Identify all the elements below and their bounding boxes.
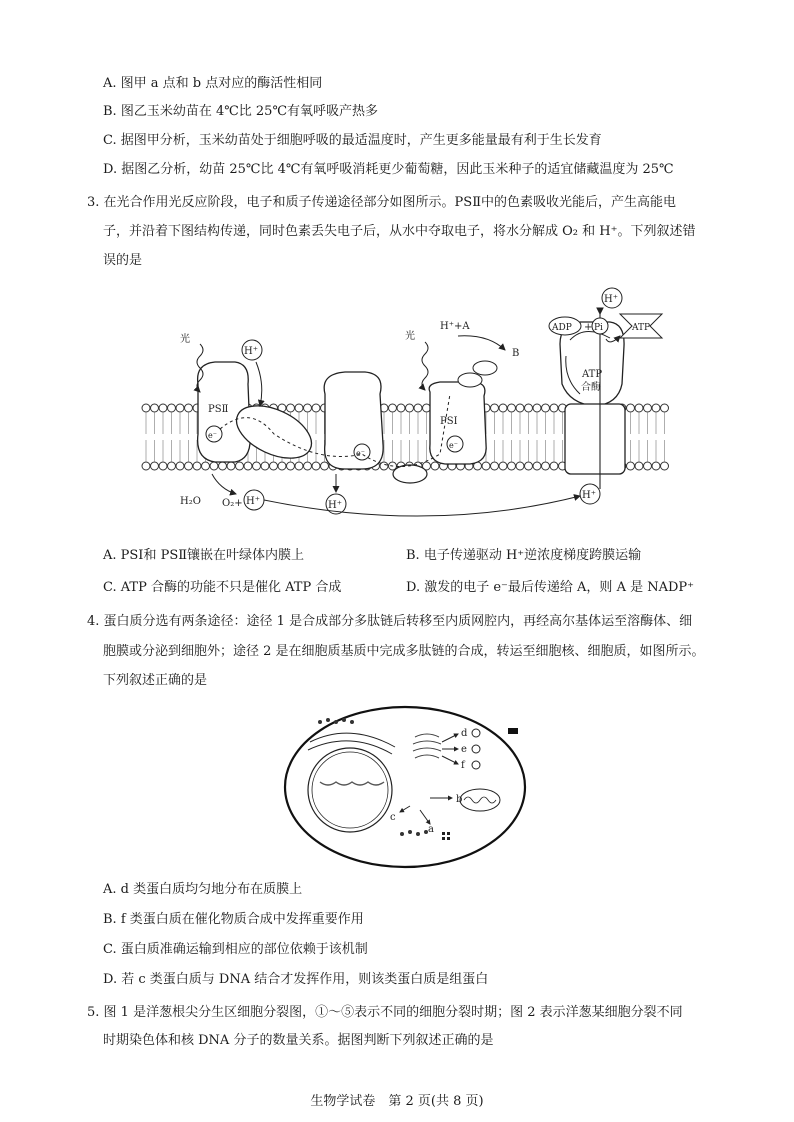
cytochrome-complex bbox=[324, 372, 383, 469]
atp-label: ATP bbox=[632, 323, 651, 333]
ferredoxin-carrier-2 bbox=[473, 361, 497, 375]
label-f: f bbox=[461, 760, 465, 771]
h-plus-a-label: H⁺+A bbox=[440, 321, 470, 332]
cytochrome-electron-label: e⁻ bbox=[356, 449, 365, 458]
label-b: b bbox=[456, 794, 463, 805]
q4-stem-line3: 下列叙述正确的是 bbox=[103, 673, 208, 688]
q4-stem-line2: 胞膜或分泌到细胞外；途径 2 是在细胞质基质中完成多肽链的合成，转运至细胞核、细胞质，如图所示。 bbox=[103, 644, 705, 659]
q3-option-b: B. 电子传递驱动 H⁺逆浓度梯度跨膜运输 bbox=[406, 548, 642, 563]
h-plus-top-right: H⁺ bbox=[604, 294, 618, 305]
h-plus-bottom-middle: H⁺ bbox=[328, 500, 342, 511]
q5-stem-line1: 5. 图 1 是洋葱根尖分生区细胞分裂图，①～⑤表示不同的细胞分裂时期；图 2 表示洋葱某细胞分裂不同 bbox=[87, 1005, 683, 1020]
nucleus bbox=[308, 748, 392, 832]
plus-label: + bbox=[584, 322, 593, 333]
q3-option-d: D. 激发的电子 e⁻最后传递给 A，则 A 是 NADP⁺ bbox=[406, 580, 695, 595]
atp-synthase-stalk bbox=[565, 404, 625, 474]
h-plus-bottom-left: H⁺ bbox=[246, 496, 260, 507]
psi-label: PSⅠ bbox=[440, 416, 458, 427]
label-e: e bbox=[461, 744, 467, 755]
membrane-protein bbox=[508, 728, 518, 734]
plastocyanin-carrier bbox=[393, 465, 427, 483]
h2o-label: H₂O bbox=[180, 496, 201, 507]
adp-label: ADP bbox=[552, 323, 572, 333]
label-a: a bbox=[428, 824, 434, 835]
protein-sorting-figure bbox=[280, 702, 530, 876]
thylakoid-membrane-figure bbox=[140, 284, 670, 526]
psii-electron-label: e⁻ bbox=[208, 431, 217, 440]
q2-option-b: B. 图乙玉米幼苗在 4℃比 25℃有氧呼吸产热多 bbox=[103, 104, 378, 119]
q3-stem-line1: 3. 在光合作用光反应阶段，电子和质子传递途径部分如图所示。PSⅡ中的色素吸收光能后，产生高能电 bbox=[87, 195, 677, 210]
q4-option-a: A. d 类蛋白质均匀地分布在质膜上 bbox=[103, 882, 303, 897]
psi-electron-label: e⁻ bbox=[449, 441, 458, 450]
q4-stem-line1: 4. 蛋白质分选有两条途径：途径 1 是合成部分多肽链后转移至内质网腔内，再经高尔基体运至溶酶体、细 bbox=[87, 614, 693, 629]
ferredoxin-carrier-1 bbox=[458, 373, 482, 387]
light-label-1: 光 bbox=[180, 334, 190, 345]
q3-option-a: A. PSⅠ和 PSⅡ镶嵌在叶绿体内膜上 bbox=[103, 548, 305, 563]
atp-synthase-label-2: 合酶 bbox=[581, 382, 601, 393]
q5-stem-line2: 时期染色体和核 DNA 分子的数量关系。据图判断下列叙述正确的是 bbox=[103, 1033, 494, 1048]
label-c: c bbox=[390, 812, 396, 823]
q4-option-b: B. f 类蛋白质在催化物质合成中发挥重要作用 bbox=[103, 912, 364, 927]
o2-label: O₂+ bbox=[222, 498, 243, 509]
psii-label: PSⅡ bbox=[208, 404, 229, 415]
atp-synthase-label-1: ATP bbox=[582, 369, 603, 380]
light-label-2: 光 bbox=[405, 331, 415, 342]
q4-option-d: D. 若 c 类蛋白质与 DNA 结合才发挥作用，则该类蛋白质是组蛋白 bbox=[103, 972, 489, 987]
page-footer: 生物学试卷 第 2 页(共 8 页) bbox=[310, 1094, 484, 1109]
q4-option-c: C. 蛋白质准确运输到相应的部位依赖于该机制 bbox=[103, 942, 368, 957]
b-label: B bbox=[512, 348, 520, 359]
q2-option-d: D. 据图乙分析，幼苗 25℃比 4℃有氧呼吸消耗更少葡萄糖，因此玉米种子的适宜储藏温度为 25℃ bbox=[103, 162, 674, 177]
pi-label: Pi bbox=[594, 323, 603, 333]
q3-option-c: C. ATP 合酶的功能不只是催化 ATP 合成 bbox=[103, 580, 342, 595]
h-plus-top: H⁺ bbox=[244, 346, 258, 357]
q2-option-a: A. 图甲 a 点和 b 点对应的酶活性相同 bbox=[103, 76, 323, 91]
q2-option-c: C. 据图甲分析，玉米幼苗处于细胞呼吸的最适温度时，产生更多能量最有利于生长发育 bbox=[103, 133, 602, 148]
q3-stem-line2: 子，并沿着下图结构传递，同时色素丢失电子后，从水中夺取电子，将水分解成 O₂ 和 H⁺。下列叙述错 bbox=[103, 224, 696, 239]
q3-stem-line3: 误的是 bbox=[103, 253, 143, 268]
h-plus-bottom-right: H⁺ bbox=[582, 490, 596, 501]
label-d: d bbox=[461, 728, 468, 739]
